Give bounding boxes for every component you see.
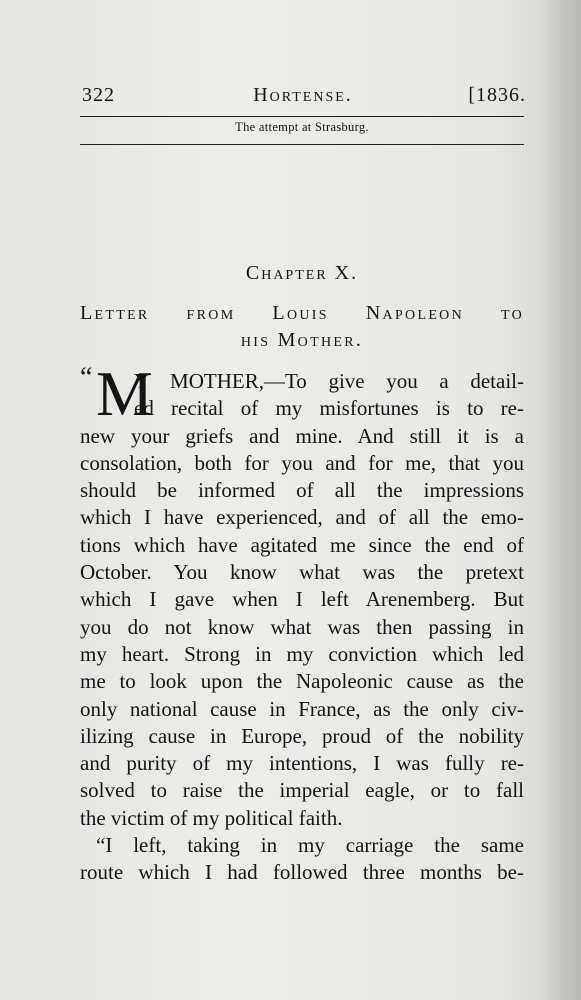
header-rule-bottom xyxy=(80,144,524,145)
text-line: the victim of my political faith. xyxy=(80,805,343,830)
body-text xyxy=(80,358,524,887)
text-line: ed recital of my misfortunes is to re- xyxy=(134,396,524,421)
text-line: my heart. Strong in my conviction which led xyxy=(80,641,524,666)
text-line: you do not know what was then passing in xyxy=(80,614,524,639)
text-line: solved to raise the imperial eagle, or to fall xyxy=(80,778,524,803)
header-rule-top xyxy=(80,116,524,117)
text-line: route which I had followed three months be- xyxy=(80,860,524,885)
text-line: new your griefs and mine. And still it is a xyxy=(80,423,524,448)
text-line: which I have experienced, and of all the emo- xyxy=(80,505,524,530)
text-line: and purity of my intentions, I was fully re- xyxy=(80,751,524,776)
letter-heading-line-2: his Mother. xyxy=(240,329,364,351)
text-line: me to look upon the Napoleonic cause as the xyxy=(80,669,524,694)
text-line: “I left, taking in my carriage the same xyxy=(96,833,524,858)
running-year: [1836. xyxy=(468,84,526,106)
text-line: which I gave when I left Arenemberg. But xyxy=(80,587,524,612)
text-line: only national cause in France, as the only civ- xyxy=(80,696,524,721)
drop-cap: M xyxy=(96,358,153,429)
text-line: October. You know what was the pretext xyxy=(80,560,524,585)
text-line: tions which have agitated me since the end of xyxy=(80,532,524,557)
text-line: consolation, both for you and for me, that you xyxy=(80,450,524,475)
page-number: 322 xyxy=(82,84,115,106)
text-line: should be informed of all the impressions xyxy=(80,478,524,503)
running-title: Hortense. xyxy=(253,84,353,106)
text-line: Y MOTHER,—To give you a detail- xyxy=(134,369,524,393)
letter-heading-line-1: Letter from Louis Napoleon to xyxy=(80,302,524,324)
opening-quote-mark: “ xyxy=(80,362,93,393)
text-line: ilizing cause in Europe, proud of the nobility xyxy=(80,723,524,748)
running-head xyxy=(80,80,526,114)
first-paragraph-opening xyxy=(80,358,524,429)
chapter-title: Chapter X. xyxy=(245,262,359,284)
section-subheading: The attempt at Strasburg. xyxy=(235,120,369,134)
letter-heading xyxy=(80,300,524,354)
